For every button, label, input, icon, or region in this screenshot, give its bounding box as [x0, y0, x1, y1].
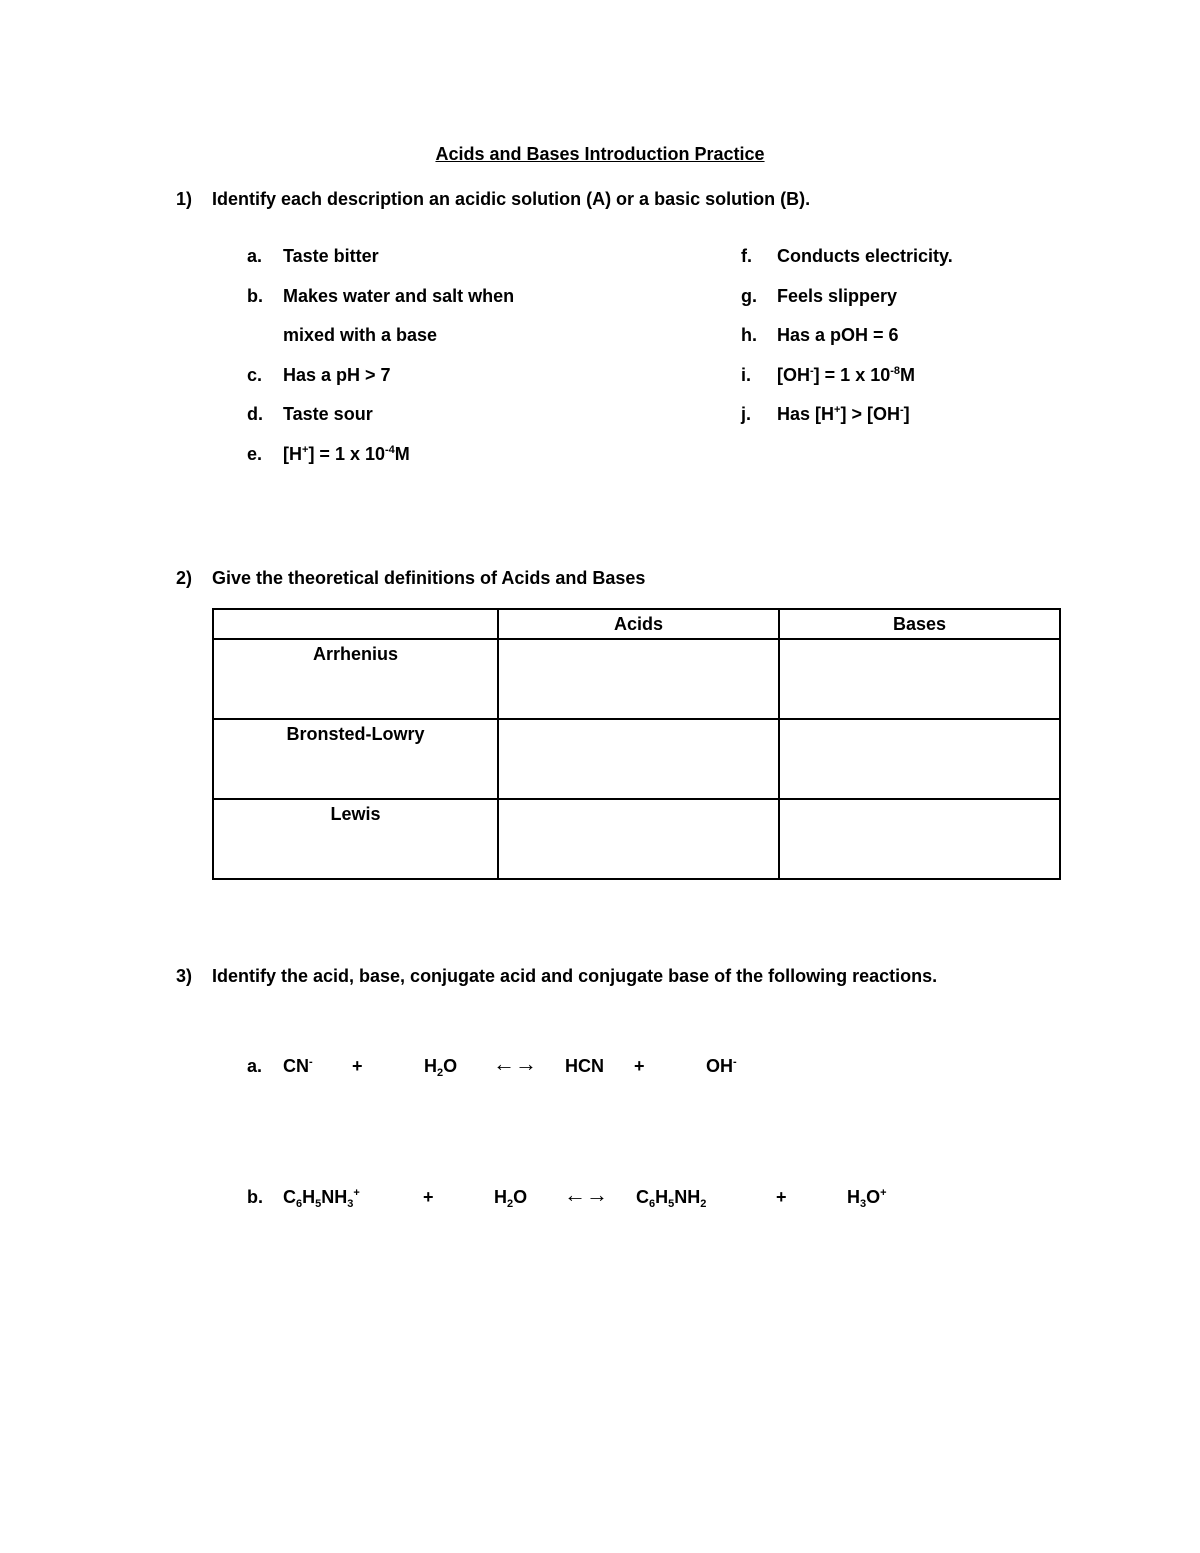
table-header-acids: Acids	[498, 609, 779, 639]
reaction-b-letter: b.	[247, 1187, 263, 1207]
answer-cell-lewis-bases[interactable]	[779, 799, 1060, 879]
answer-cell-bronsted-lowry-acids[interactable]	[498, 719, 779, 799]
question-3-prompt: Identify the acid, base, conjugate acid and conjugate base of the following reactions.	[212, 966, 938, 986]
item-d-text: Taste sour	[283, 404, 373, 424]
item-c-letter: c.	[247, 365, 263, 385]
item-h-text: Has a pOH = 6	[777, 325, 899, 345]
item-b-text-continued: mixed with a base	[283, 325, 438, 345]
item-b-text: Makes water and salt when	[283, 286, 515, 306]
table-row	[213, 719, 1060, 799]
row-label-lewis: Lewis	[213, 799, 498, 879]
question-2-number: 2)	[176, 568, 193, 588]
answer-cell-arrhenius-acids[interactable]	[498, 639, 779, 719]
table-header-row	[213, 609, 1060, 639]
item-f-text: Conducts electricity.	[777, 246, 953, 266]
item-h-letter: h.	[741, 325, 757, 345]
definitions-table	[212, 608, 1061, 880]
question-3-number: 3)	[176, 966, 193, 986]
item-i-letter: i.	[741, 365, 752, 385]
question-2-prompt: Give the theoretical definitions of Acids and Bases	[212, 568, 646, 588]
reaction-b-plus-1: +	[423, 1187, 434, 1207]
reaction-a-letter: a.	[247, 1056, 263, 1076]
answer-cell-arrhenius-bases[interactable]	[779, 639, 1060, 719]
answer-cell-lewis-acids[interactable]	[498, 799, 779, 879]
reaction-b-reactant-2: $H_2O$	[494, 1187, 528, 1210]
equilibrium-arrow-icon: ←→	[493, 1051, 537, 1076]
row-label-bronsted-lowry: Bronsted-Lowry	[213, 719, 498, 799]
item-j-text: Has [H+] > [OH-]	[777, 404, 910, 424]
item-g-text: Feels slippery	[777, 286, 898, 306]
reaction-a-product-2: OH-	[706, 1056, 737, 1076]
page-title: Acids and Bases Introduction Practice	[435, 144, 765, 164]
item-a-text: Taste bitter	[283, 246, 379, 266]
equilibrium-arrow-icon: ←→	[564, 1182, 608, 1207]
reaction-b-reactant-1: $C_6H_5NH_3^+$	[283, 1187, 360, 1210]
reaction-a-reactant-1: CN-	[283, 1056, 313, 1076]
reaction-b-product-2: $H_3O^+$	[847, 1187, 887, 1210]
table-row	[213, 799, 1060, 879]
row-label-arrhenius: Arrhenius	[213, 639, 498, 719]
reaction-a-product-1: HCN	[565, 1056, 604, 1076]
item-j-letter: j.	[741, 404, 752, 424]
question-1-prompt: Identify each description an acidic solution (A) or a basic solution (B).	[212, 189, 811, 209]
item-b-letter: b.	[247, 286, 263, 306]
reaction-b-plus-2: +	[776, 1187, 787, 1207]
table-header-blank	[213, 609, 498, 639]
item-i-text: [OH-] = 1 x $10^{-8}M$	[777, 365, 916, 385]
question-1-number: 1)	[176, 189, 193, 209]
item-f-letter: f.	[741, 246, 752, 266]
table-row	[213, 639, 1060, 719]
item-d-letter: d.	[247, 404, 263, 424]
item-e-letter: e.	[247, 444, 263, 464]
answer-cell-bronsted-lowry-bases[interactable]	[779, 719, 1060, 799]
table-header-bases: Bases	[779, 609, 1060, 639]
reaction-b-product-1: $C_6H_5NH_2$	[636, 1187, 707, 1210]
item-a-letter: a.	[247, 246, 263, 266]
reaction-a-reactant-2: $H_2O$	[424, 1056, 458, 1079]
item-g-letter: g.	[741, 286, 757, 306]
reaction-a-plus-2: +	[634, 1056, 645, 1076]
item-e-text: [H+] = 1 x $10^{-4}M$	[283, 444, 410, 464]
reaction-a-plus-1: +	[352, 1056, 363, 1076]
item-c-text: Has a pH > 7	[283, 365, 391, 385]
